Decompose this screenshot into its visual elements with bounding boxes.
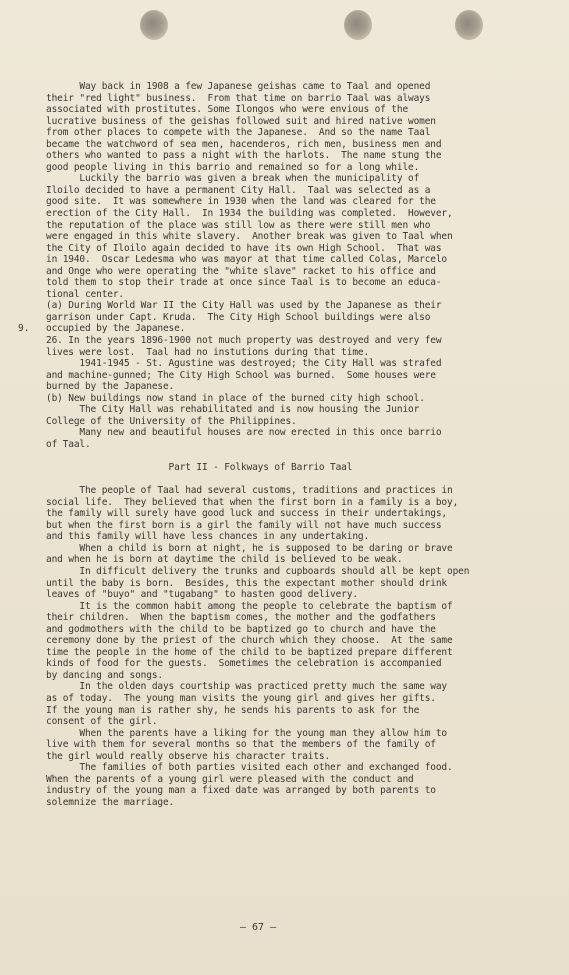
text-line: The people of Taal had several customs, traditions and practices in — [46, 485, 453, 497]
text-line: Way back in 1908 a few Japanese geishas came to Taal and opened — [46, 81, 431, 92]
text-line: College of the University of the Philippines. — [46, 415, 297, 427]
text-line: industry of the young man a fixed date was arranged by both parents to — [46, 785, 436, 797]
text-line: (a) During World War II the City Hall was used by the Japanese as their — [46, 300, 442, 312]
text-line: the reputation of the place was still low as there were still men who — [46, 219, 431, 231]
text-line: and when he is born at daytime the child is believed to be weak. — [46, 554, 403, 566]
text-line: good people living in this barrio and remained so for a long while. — [46, 161, 420, 173]
text-line: leaves of "buyo" and "tugabang" to hasten good delivery. — [46, 589, 358, 601]
text-line: It is the common habit among the people to celebrate the baptism of — [46, 600, 453, 612]
text-line: Part II - Folkways of Barrio Taal — [46, 462, 353, 474]
text-line: Luckily the barrio was given a break when the municipality of — [46, 173, 420, 185]
text-line: and machine-gunned; The City High School was burned. Some houses were — [46, 369, 436, 381]
text-line: lives were lost. Taal had no instutions during that time. — [46, 346, 370, 358]
text-line: lucrative business of the geishas followed suit and hired native women — [46, 115, 436, 127]
text-line: and Onge who were operating the "white slave" racket to his office and — [46, 265, 436, 277]
blank-line — [46, 474, 546, 486]
text-line: The families of both parties visited each other and exchanged food. — [46, 762, 453, 774]
text-line: became the watchword of sea men, hacenderos, rich men, business men and — [46, 138, 442, 150]
text-line: and godmothers with the child to be baptized go to church and have the — [46, 623, 436, 635]
text-line: social life. They believed that when the first born in a family is a boy, — [46, 496, 459, 508]
text-line: tional center. — [46, 288, 124, 300]
text-line: told them to stop their trade at once since Taal is to become an educa- — [46, 277, 442, 289]
text-line: of Taal. — [46, 438, 91, 450]
text-line: the City of Iloilo again decided to have its own High School. That was — [46, 242, 442, 254]
text-line: (b) New buildings now stand in place of the burned city high school. — [46, 392, 425, 404]
text-line: solemnize the marriage. — [46, 796, 175, 808]
text-line: time the people in the home of the child to be baptized prepare different — [46, 646, 453, 658]
text-line: others who wanted to pass a night with the harlots. The name stung the — [46, 150, 442, 162]
text-line: until the baby is born. Besides, this the expectant mother should drink — [46, 577, 448, 589]
text-line: in 1940. Oscar Ledesma who was mayor at that time called Colas, Marcelo — [46, 254, 448, 266]
page-number: — 67 — — [240, 922, 277, 933]
text-line: as of today. The young man visits the young girl and gives her gifts. — [46, 692, 436, 704]
text-line: The City Hall was rehabilitated and is now housing the Junior — [46, 404, 420, 416]
body-text — [46, 81, 546, 808]
text-line: When a child is born at night, he is supposed to be daring or brave — [46, 542, 453, 554]
text-line: occupied by the Japanese. — [46, 323, 186, 335]
text-line: When the parents have a liking for the young man they allow him to — [46, 727, 448, 739]
text-line: erection of the City Hall. In 1934 the building was completed. However, — [46, 208, 453, 220]
text-line: good site. It was somewhere in 1930 when the land was cleared for the — [46, 196, 436, 208]
punch-hole — [140, 10, 168, 40]
text-line: consent of the girl. — [46, 716, 158, 728]
text-line: their children. When the baptism comes, the mother and the godfathers — [46, 612, 436, 624]
punch-hole — [455, 10, 483, 40]
text-line: the girl would really observe his character traits. — [46, 750, 331, 762]
text-line: Many new and beautiful houses are now erected in this once barrio — [46, 427, 442, 439]
text-line: If the young man is rather shy, he sends his parents to ask for the — [46, 704, 420, 716]
text-line: garrison under Capt. Kruda. The City High School buildings were also — [46, 311, 431, 323]
text-line: were engaged in this white slavery. Another break was given to Taal when — [46, 231, 453, 243]
text-line: Iloilo decided to have a permanent City Hall. Taal was selected as a — [46, 184, 431, 196]
punch-hole — [344, 10, 372, 40]
text-line: When the parents of a young girl were pleased with the conduct and — [46, 773, 414, 785]
text-line: from other places to compete with the Japanese. And so the name Taal — [46, 127, 431, 139]
text-line: In difficult delivery the trunks and cupboards should all be kept open — [46, 565, 470, 577]
margin-number: 9. — [18, 323, 30, 334]
text-line: by dancing and songs. — [46, 669, 163, 681]
text-line: 1941-1945 - St. Agustine was destroyed; the City Hall was strafed — [46, 358, 442, 370]
text-line: and this family will have less chances in any undertaking. — [46, 531, 370, 543]
text-line: 26. In the years 1896-1900 not much property was destroyed and very few — [46, 335, 442, 347]
text-line: ceremony done by the priest of the church which they choose. At the same — [46, 635, 453, 647]
blank-line — [46, 451, 546, 463]
text-line: associated with prostitutes. Some Ilongos who were envious of the — [46, 104, 409, 116]
text-line: their "red light" business. From that time on barrio Taal was always — [46, 92, 431, 104]
text-line: the family will surely have good luck and success in their undertakings, — [46, 508, 448, 520]
text-line: live with them for several months so that the members of the family of — [46, 739, 436, 751]
text-line: but when the first born is a girl the family will not have much success — [46, 519, 442, 531]
text-line: burned by the Japanese. — [46, 381, 175, 393]
text-line: kinds of food for the guests. Sometimes the celebration is accompanied — [46, 658, 442, 670]
text-line: In the olden days courtship was practiced pretty much the same way — [46, 681, 448, 693]
